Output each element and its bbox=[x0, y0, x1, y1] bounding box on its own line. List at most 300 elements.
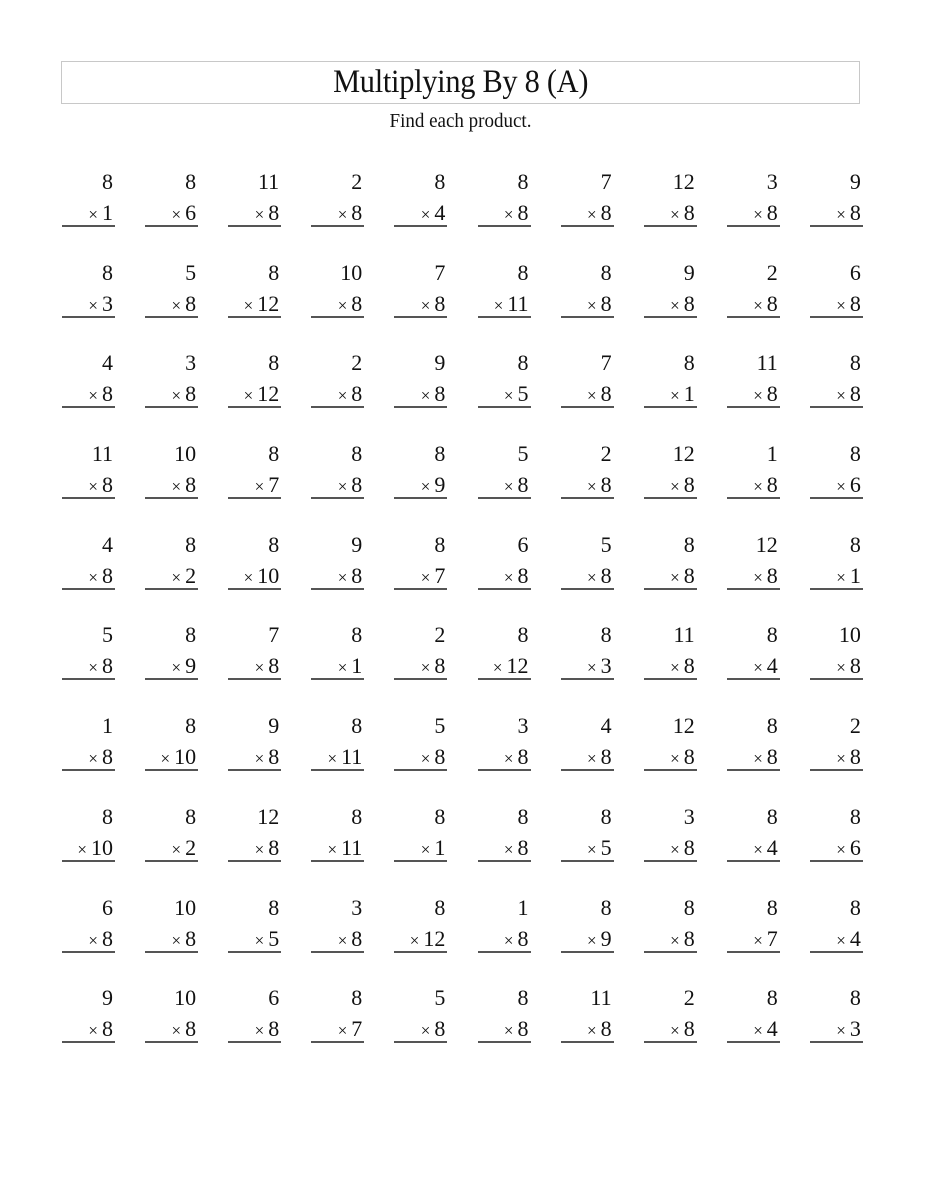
answer-line[interactable] bbox=[228, 860, 281, 862]
problem-row bbox=[62, 984, 862, 1075]
answer-line[interactable] bbox=[810, 316, 863, 318]
multiplication-problem bbox=[62, 803, 115, 865]
answer-line[interactable] bbox=[62, 1041, 115, 1043]
times-icon: × bbox=[836, 930, 846, 950]
multiplication-problem bbox=[727, 621, 780, 683]
multiplicand: 3 bbox=[351, 894, 363, 920]
multiplicand: 9 bbox=[683, 259, 695, 285]
answer-line[interactable] bbox=[561, 316, 614, 318]
multiplication-problem bbox=[478, 894, 531, 956]
answer-line[interactable] bbox=[228, 225, 281, 227]
multiplicand: 10 bbox=[340, 259, 363, 285]
answer-line[interactable] bbox=[394, 588, 447, 590]
answer-line[interactable] bbox=[145, 678, 198, 680]
times-icon: × bbox=[337, 1021, 348, 1041]
answer-line[interactable] bbox=[145, 497, 198, 499]
answer-line[interactable] bbox=[810, 225, 863, 227]
multiplication-problem bbox=[644, 803, 697, 865]
multiplication-problem bbox=[561, 349, 614, 411]
multiplicand: 6 bbox=[517, 531, 529, 557]
multiplier-value: 8 bbox=[517, 562, 529, 588]
problem-row bbox=[62, 712, 862, 803]
multiplicand: 12 bbox=[672, 441, 695, 467]
answer-line[interactable] bbox=[311, 316, 364, 318]
multiplier-value: 12 bbox=[423, 925, 446, 951]
answer-line[interactable] bbox=[727, 588, 780, 590]
answer-line[interactable] bbox=[810, 769, 863, 771]
multiplication-problem bbox=[228, 712, 281, 774]
times-icon: × bbox=[587, 1021, 597, 1041]
answer-line[interactable] bbox=[727, 769, 780, 771]
multiplier-value: 7 bbox=[766, 925, 778, 951]
times-icon: × bbox=[88, 205, 98, 224]
times-icon: × bbox=[77, 839, 87, 859]
multiplier-value: 8 bbox=[683, 744, 695, 770]
answer-line[interactable] bbox=[727, 406, 780, 408]
multiplier-value: 8 bbox=[351, 925, 363, 951]
multiplication-problem bbox=[394, 712, 447, 774]
multiplicand: 7 bbox=[268, 622, 280, 648]
times-icon: × bbox=[503, 567, 514, 587]
multiplier-value: 8 bbox=[849, 381, 861, 407]
answer-line[interactable] bbox=[62, 225, 115, 227]
multiplier-value: 5 bbox=[600, 834, 612, 860]
multiplicand: 8 bbox=[351, 985, 363, 1011]
answer-line[interactable] bbox=[644, 316, 697, 318]
times-icon: × bbox=[836, 205, 846, 224]
multiplier-value: 8 bbox=[185, 472, 197, 498]
multiplication-problem bbox=[311, 168, 364, 230]
multiplicand: 5 bbox=[434, 713, 446, 739]
answer-line[interactable] bbox=[62, 316, 115, 318]
multiplication-problem bbox=[644, 349, 697, 411]
multiplication-problem bbox=[478, 984, 531, 1046]
multiplicand: 8 bbox=[766, 894, 778, 920]
times-icon: × bbox=[836, 839, 846, 859]
answer-line[interactable] bbox=[394, 769, 447, 771]
problem-row bbox=[62, 803, 862, 894]
multiplier-value: 1 bbox=[434, 834, 446, 860]
multiplicand: 8 bbox=[268, 350, 280, 376]
times-icon: × bbox=[171, 567, 182, 587]
multiplier-value: 8 bbox=[683, 925, 695, 951]
multiplication-problem bbox=[394, 531, 447, 593]
multiplication-problem bbox=[62, 531, 115, 593]
answer-line[interactable] bbox=[478, 678, 531, 680]
multiplication-problem bbox=[644, 531, 697, 593]
multiplication-problem bbox=[644, 621, 697, 683]
answer-line[interactable] bbox=[478, 316, 531, 318]
multiplier-value: 12 bbox=[257, 290, 280, 316]
answer-line[interactable] bbox=[561, 951, 614, 953]
problem-row bbox=[62, 168, 862, 259]
answer-line[interactable] bbox=[62, 497, 115, 499]
multiplicand: 8 bbox=[185, 169, 197, 194]
times-icon: × bbox=[836, 567, 846, 587]
answer-line[interactable] bbox=[644, 588, 697, 590]
answer-line[interactable] bbox=[228, 769, 281, 771]
answer-line[interactable] bbox=[478, 1041, 531, 1043]
answer-line[interactable] bbox=[311, 497, 364, 499]
answer-line[interactable] bbox=[561, 588, 614, 590]
times-icon: × bbox=[254, 749, 265, 769]
multiplier-value: 4 bbox=[849, 925, 861, 951]
multiplier-value: 2 bbox=[185, 834, 197, 860]
answer-line[interactable] bbox=[394, 678, 447, 680]
answer-line[interactable] bbox=[644, 497, 697, 499]
multiplier-value: 8 bbox=[600, 744, 612, 770]
times-icon: × bbox=[587, 839, 597, 859]
answer-line[interactable] bbox=[727, 951, 780, 953]
multiplication-problem bbox=[561, 168, 614, 230]
answer-line[interactable] bbox=[561, 497, 614, 499]
answer-line[interactable] bbox=[478, 860, 531, 862]
multiplicand: 8 bbox=[849, 441, 861, 467]
multiplication-problem bbox=[394, 440, 447, 502]
times-icon: × bbox=[753, 295, 763, 315]
times-icon: × bbox=[670, 1021, 680, 1041]
answer-line[interactable] bbox=[561, 1041, 614, 1043]
times-icon: × bbox=[503, 1021, 514, 1041]
times-icon: × bbox=[88, 1021, 98, 1041]
instructions: Find each product. bbox=[389, 110, 532, 132]
times-icon: × bbox=[503, 839, 514, 859]
page-title: Multiplying By 8 (A) bbox=[332, 64, 589, 100]
multiplication-problem bbox=[810, 440, 863, 502]
multiplication-problem bbox=[228, 440, 281, 502]
multiplication-problem bbox=[561, 440, 614, 502]
multiplier-value: 8 bbox=[600, 1016, 612, 1042]
multiplicand: 5 bbox=[434, 985, 446, 1011]
multiplication-problem bbox=[394, 803, 447, 865]
answer-line[interactable] bbox=[810, 951, 863, 953]
answer-line[interactable] bbox=[644, 1041, 697, 1043]
multiplication-problem bbox=[145, 259, 198, 321]
multiplicand: 8 bbox=[766, 803, 778, 829]
answer-line[interactable] bbox=[311, 406, 364, 408]
multiplicand: 8 bbox=[268, 259, 280, 285]
multiplication-problem bbox=[561, 894, 614, 956]
times-icon: × bbox=[836, 1021, 846, 1041]
answer-line[interactable] bbox=[394, 860, 447, 862]
multiplier-value: 8 bbox=[683, 1016, 695, 1042]
multiplicand: 8 bbox=[849, 985, 861, 1011]
answer-line[interactable] bbox=[145, 588, 198, 590]
multiplication-problem bbox=[228, 349, 281, 411]
multiplicand: 11 bbox=[590, 985, 612, 1011]
multiplier-value: 8 bbox=[517, 834, 529, 860]
answer-line[interactable] bbox=[62, 588, 115, 590]
answer-line[interactable] bbox=[311, 951, 364, 953]
answer-line[interactable] bbox=[478, 951, 531, 953]
answer-line[interactable] bbox=[311, 225, 364, 227]
multiplicand: 9 bbox=[849, 169, 861, 194]
times-icon: × bbox=[503, 205, 514, 224]
multiplication-problem bbox=[145, 984, 198, 1046]
multiplier-value: 8 bbox=[766, 290, 778, 316]
answer-line[interactable] bbox=[311, 588, 364, 590]
problem-row bbox=[62, 440, 862, 531]
multiplier-value: 8 bbox=[517, 925, 529, 951]
multiplicand: 8 bbox=[434, 894, 446, 920]
times-icon: × bbox=[670, 658, 680, 678]
answer-line[interactable] bbox=[145, 951, 198, 953]
multiplier-value: 8 bbox=[683, 200, 695, 225]
multiplier-value: 8 bbox=[351, 381, 363, 407]
answer-line[interactable] bbox=[727, 497, 780, 499]
multiplication-problem bbox=[145, 621, 198, 683]
multiplicand: 10 bbox=[174, 985, 197, 1011]
times-icon: × bbox=[254, 930, 265, 950]
multiplicand: 8 bbox=[351, 622, 363, 648]
answer-line[interactable] bbox=[810, 678, 863, 680]
answer-line[interactable] bbox=[145, 406, 198, 408]
answer-line[interactable] bbox=[145, 316, 198, 318]
answer-line[interactable] bbox=[62, 860, 115, 862]
multiplier-value: 8 bbox=[268, 834, 280, 860]
multiplicand: 8 bbox=[185, 713, 197, 739]
multiplier-value: 8 bbox=[268, 744, 280, 770]
times-icon: × bbox=[254, 205, 265, 224]
multiplication-problem bbox=[62, 894, 115, 956]
answer-line[interactable] bbox=[478, 588, 531, 590]
multiplier-value: 8 bbox=[351, 290, 363, 316]
multiplicand: 8 bbox=[185, 803, 197, 829]
answer-line[interactable] bbox=[394, 951, 447, 953]
answer-line[interactable] bbox=[727, 225, 780, 227]
answer-line[interactable] bbox=[228, 1041, 281, 1043]
multiplier-value: 8 bbox=[351, 200, 363, 225]
multiplicand: 9 bbox=[434, 350, 446, 376]
multiplier-value: 12 bbox=[506, 653, 529, 679]
answer-line[interactable] bbox=[145, 1041, 198, 1043]
answer-line[interactable] bbox=[62, 951, 115, 953]
answer-line[interactable] bbox=[478, 497, 531, 499]
multiplication-problem bbox=[228, 803, 281, 865]
multiplicand: 8 bbox=[849, 894, 861, 920]
multiplication-problem bbox=[478, 712, 531, 774]
answer-line[interactable] bbox=[478, 406, 531, 408]
multiplicand: 6 bbox=[268, 985, 280, 1011]
multiplication-problem bbox=[810, 349, 863, 411]
multiplier-value: 1 bbox=[102, 200, 113, 225]
answer-line[interactable] bbox=[311, 769, 364, 771]
times-icon: × bbox=[420, 658, 431, 678]
multiplier-value: 8 bbox=[185, 290, 197, 316]
answer-line[interactable] bbox=[727, 1041, 780, 1043]
multiplication-problem bbox=[394, 168, 447, 230]
multiplier-value: 8 bbox=[185, 925, 197, 951]
times-icon: × bbox=[670, 930, 680, 950]
answer-line[interactable] bbox=[810, 860, 863, 862]
multiplicand: 2 bbox=[766, 259, 778, 285]
answer-line[interactable] bbox=[228, 678, 281, 680]
times-icon: × bbox=[254, 658, 265, 678]
times-icon: × bbox=[670, 749, 680, 769]
answer-line[interactable] bbox=[810, 497, 863, 499]
multiplier-value: 8 bbox=[102, 925, 113, 951]
multiplicand: 9 bbox=[102, 985, 113, 1011]
times-icon: × bbox=[420, 477, 431, 497]
answer-line[interactable] bbox=[228, 316, 281, 318]
multiplicand: 4 bbox=[600, 713, 612, 739]
multiplier-value: 7 bbox=[434, 562, 446, 588]
times-icon: × bbox=[327, 749, 338, 769]
answer-line[interactable] bbox=[727, 860, 780, 862]
multiplier-value: 8 bbox=[600, 200, 612, 225]
answer-line[interactable] bbox=[561, 225, 614, 227]
multiplication-problem bbox=[145, 894, 198, 956]
answer-line[interactable] bbox=[478, 769, 531, 771]
multiplier-value: 8 bbox=[517, 472, 529, 498]
multiplicand: 8 bbox=[600, 622, 612, 648]
multiplicand: 3 bbox=[683, 803, 695, 829]
answer-line[interactable] bbox=[228, 588, 281, 590]
multiplicand: 8 bbox=[434, 441, 446, 467]
multiplier-value: 4 bbox=[766, 653, 778, 679]
answer-line[interactable] bbox=[62, 769, 115, 771]
multiplicand: 8 bbox=[351, 713, 363, 739]
times-icon: × bbox=[503, 477, 514, 497]
multiplication-problem bbox=[62, 440, 115, 502]
multiplier-value: 8 bbox=[351, 472, 363, 498]
multiplication-problem bbox=[311, 349, 364, 411]
multiplication-problem bbox=[62, 712, 115, 774]
answer-line[interactable] bbox=[561, 769, 614, 771]
multiplier-value: 8 bbox=[766, 200, 778, 225]
answer-line[interactable] bbox=[478, 225, 531, 227]
multiplicand: 11 bbox=[91, 441, 113, 467]
multiplier-value: 8 bbox=[102, 562, 113, 588]
answer-line[interactable] bbox=[644, 678, 697, 680]
times-icon: × bbox=[753, 930, 763, 950]
times-icon: × bbox=[753, 477, 763, 497]
answer-line[interactable] bbox=[228, 406, 281, 408]
multiplication-problem bbox=[644, 259, 697, 321]
answer-line[interactable] bbox=[810, 406, 863, 408]
times-icon: × bbox=[753, 658, 763, 678]
multiplicand: 8 bbox=[517, 622, 529, 648]
multiplier-value: 4 bbox=[766, 834, 778, 860]
multiplication-problem bbox=[228, 894, 281, 956]
multiplication-problem bbox=[644, 440, 697, 502]
times-icon: × bbox=[753, 1021, 763, 1041]
answer-line[interactable] bbox=[561, 860, 614, 862]
times-icon: × bbox=[337, 295, 348, 315]
answer-line[interactable] bbox=[394, 406, 447, 408]
answer-line[interactable] bbox=[145, 860, 198, 862]
multiplier-value: 11 bbox=[341, 834, 363, 860]
multiplicand: 8 bbox=[268, 894, 280, 920]
problem-row bbox=[62, 894, 862, 985]
multiplicand: 5 bbox=[102, 622, 113, 648]
multiplication-problem bbox=[145, 803, 198, 865]
problem-row bbox=[62, 531, 862, 622]
multiplicand: 10 bbox=[174, 441, 197, 467]
multiplier-value: 9 bbox=[600, 925, 612, 951]
times-icon: × bbox=[420, 839, 431, 859]
answer-line[interactable] bbox=[394, 497, 447, 499]
multiplicand: 11 bbox=[258, 169, 280, 194]
multiplication-problem bbox=[311, 440, 364, 502]
answer-line[interactable] bbox=[727, 316, 780, 318]
answer-line[interactable] bbox=[644, 951, 697, 953]
answer-line[interactable] bbox=[394, 1041, 447, 1043]
answer-line[interactable] bbox=[311, 678, 364, 680]
answer-line[interactable] bbox=[62, 678, 115, 680]
answer-line[interactable] bbox=[62, 406, 115, 408]
multiplicand: 8 bbox=[434, 803, 446, 829]
multiplier-value: 8 bbox=[434, 1016, 446, 1042]
times-icon: × bbox=[670, 295, 680, 315]
times-icon: × bbox=[88, 567, 98, 587]
multiplication-problem bbox=[62, 349, 115, 411]
multiplication-problem bbox=[727, 803, 780, 865]
multiplicand: 8 bbox=[517, 803, 529, 829]
multiplicand: 11 bbox=[673, 622, 695, 648]
multiplicand: 2 bbox=[351, 350, 363, 376]
answer-line[interactable] bbox=[561, 678, 614, 680]
answer-line[interactable] bbox=[561, 406, 614, 408]
answer-line[interactable] bbox=[311, 1041, 364, 1043]
answer-line[interactable] bbox=[311, 860, 364, 862]
answer-line[interactable] bbox=[145, 225, 198, 227]
multiplication-problem bbox=[561, 803, 614, 865]
answer-line[interactable] bbox=[644, 406, 697, 408]
multiplier-value: 9 bbox=[185, 653, 197, 679]
answer-line[interactable] bbox=[810, 588, 863, 590]
multiplier-value: 8 bbox=[351, 562, 363, 588]
multiplication-problem bbox=[810, 712, 863, 774]
multiplier-value: 2 bbox=[185, 562, 197, 588]
answer-line[interactable] bbox=[644, 225, 697, 227]
answer-line[interactable] bbox=[394, 316, 447, 318]
problem-row bbox=[62, 621, 862, 712]
multiplier-value: 8 bbox=[683, 834, 695, 860]
multiplication-problem bbox=[810, 531, 863, 593]
multiplicand: 8 bbox=[766, 713, 778, 739]
answer-line[interactable] bbox=[228, 951, 281, 953]
answer-line[interactable] bbox=[145, 769, 198, 771]
answer-line[interactable] bbox=[644, 860, 697, 862]
answer-line[interactable] bbox=[394, 225, 447, 227]
multiplicand: 7 bbox=[600, 169, 612, 194]
multiplicand: 7 bbox=[434, 259, 446, 285]
multiplication-problem bbox=[727, 259, 780, 321]
times-icon: × bbox=[587, 386, 597, 406]
answer-line[interactable] bbox=[228, 497, 281, 499]
multiplier-value: 8 bbox=[600, 472, 612, 498]
multiplication-problem bbox=[478, 531, 531, 593]
times-icon: × bbox=[670, 839, 680, 859]
multiplicand: 8 bbox=[351, 441, 363, 467]
times-icon: × bbox=[243, 295, 254, 315]
times-icon: × bbox=[670, 567, 680, 587]
answer-line[interactable] bbox=[727, 678, 780, 680]
multiplicand: 8 bbox=[849, 531, 861, 557]
answer-line[interactable] bbox=[810, 1041, 863, 1043]
multiplicand: 10 bbox=[838, 622, 861, 648]
multiplicand: 8 bbox=[185, 622, 197, 648]
answer-line[interactable] bbox=[644, 769, 697, 771]
multiplicand: 3 bbox=[185, 350, 197, 376]
times-icon: × bbox=[587, 749, 597, 769]
multiplication-problem bbox=[478, 440, 531, 502]
times-icon: × bbox=[327, 839, 338, 859]
multiplier-value: 1 bbox=[849, 562, 861, 588]
multiplication-problem bbox=[394, 621, 447, 683]
multiplier-value: 1 bbox=[351, 653, 363, 679]
